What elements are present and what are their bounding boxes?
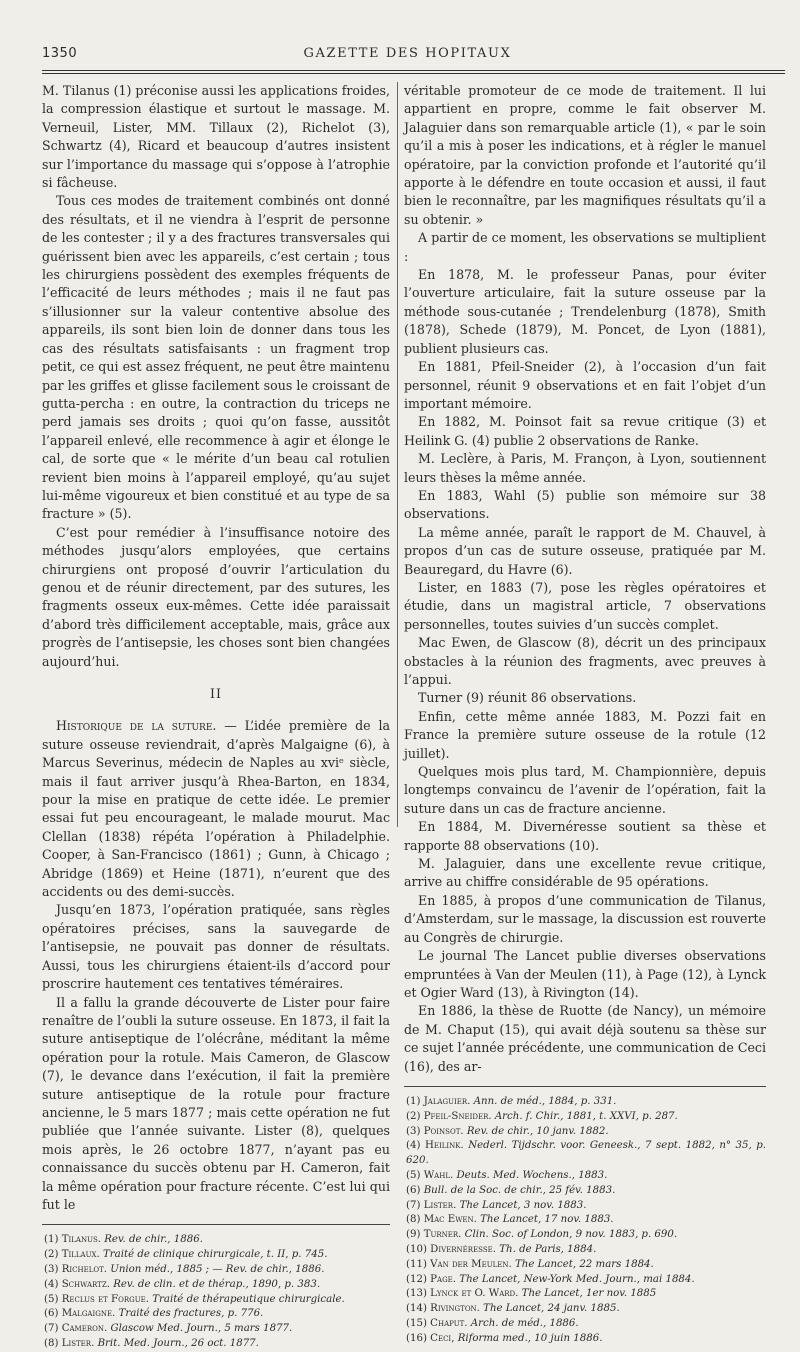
footnote: (12) Page. The Lancet, New-York Med. Journ., mai 1884. (406, 1273, 695, 1285)
footnote: (5) Wahl. Deuts. Med. Wochens., 1883. (406, 1169, 608, 1181)
paragraph: En 1886, la thèse de Ruotte (de Nancy), un mémoire de M. Chaput (15), qui avait déjà soutenu sa thèse sur ce sujet l’année précédente, une communication de Ceci (16), des ar- (404, 1003, 766, 1074)
paragraph: véritable promoteur de ce mode de traitement. Il lui appartient en propre, comme le fait observer M. Jalaguier dans son remarquable article (1), « par le soin qu’il a mis à poser les indications, et à régler le manuel opératoire, par la conviction profonde et l’autorité qu’il apporte à le défendre en toute occasion et aussi, il faut bien le reconnaître, par les magnifiques résultats qu’il a su obtenir. » (404, 83, 766, 227)
paragraph: Il a fallu la grande découverte de Lister pour faire renaître de l’oubli la suture osseuse. En 1873, il fait la suture antiseptique de l’olécrâne, méditant la même opération pour la rotule. Mais Cameron, de Glascow (7), le devance dans l’exécution, il fait la première suture antiseptique de la rotule pour fracture ancienne, le 5 mars 1877 ; mais cette opération ne fut publiée que l’année suivante. Lister (8), quelques mois après, le 26 octobre 1877, n’ayant pas eu connaissance du succès obtenu par H. Cameron, fait la même opération pour fracture récente. C’est lui qui fut le (42, 994, 390, 1212)
header-rule (42, 70, 785, 74)
paragraph: En 1882, M. Poinsot fait sa revue critique (3) et Heilink G. (4) publie 2 observations de Ranke. (404, 414, 766, 448)
paragraph: M. Leclère, à Paris, M. Françon, à Lyon, soutiennent leurs thèses la même année. (404, 451, 766, 485)
footnote: (8) Mac Ewen. The Lancet, 17 nov. 1883. (406, 1214, 614, 1226)
paragraph: La même année, paraît le rapport de M. Chauvel, à propos d’un cas de suture osseuse, pratiquée par M. Beauregard, du Havre (6). (404, 524, 766, 577)
section-heading: Historique de la suture. (56, 718, 217, 734)
footnote: (3) Poinsot. Rev. de chir., 10 janv. 1882. (406, 1125, 609, 1137)
footnotes-left (42, 1233, 390, 1351)
paragraph: En 1881, Pfeil-Sneider (2), à l’occasion d’un fait personnel, réunit 9 observations et en fait l’objet d’un important mémoire. (404, 359, 766, 411)
footnote: (7) Lister. The Lancet, 3 nov. 1883. (406, 1199, 587, 1211)
paragraph: En 1878, M. le professeur Panas, pour éviter l’ouverture articulaire, fait la suture osseuse par la méthode sous-cutanée ; Trendelenburg (1878), Smith (1878), Schede (1879), M. Poncet, de Lyon (1881), publient plusieurs cas. (404, 267, 766, 356)
paragraph: Tous ces modes de traitement combinés ont donné des résultats, et il ne viendra à l’esprit de personne de les contester ; il y a des fractures transversales qui guérissent bien avec les appareils, c’est certain ; tous les chirurgiens possèdent des exemples fréquents de l’efficacité de leurs méthodes ; mais il ne faut pas s’illusionner sur la valeur contentive absolue des appareils, ils sont bien loin de donner dans tous les cas des résultats satisfaisants : un fragment trop petit, ce qui est assez fréquent, ne peut être maintenu par les griffes et glisse facilement sous le croissant de gutta-percha : en outre, la contraction du triceps ne perd jamais ses droits ; quoi qu’on fasse, aussitôt l’appareil enlevé, elle recommence à agir et élonge le cal, de sorte que « le mérite d’un beau cal rotulien revient bien moins à l’appareil employé, qu’au sujet lui-même vigoureux et bien constitué et au type de sa fracture » (5). (42, 193, 390, 522)
footnote: (6) Malgaigne. Traité des fractures, p. 776. (44, 1308, 264, 1320)
page-header (30, 40, 785, 64)
paragraph: C’est pour remédier à l’insuffisance notoire des méthodes jusqu’alors employées, que certains chirurgiens ont proposé d’ouvrir l’articulation du genou et de réunir directement, par des sutures, les fragments osseux eux-mêmes. Cette idée paraissait d’abord très difficilement acceptable, mais, grâce aux progrès de l’antisepsie, les choses sont bien changées aujourd’hui. (42, 524, 390, 669)
paragraph: En 1883, Wahl (5) publie son mémoire sur 38 observations. (404, 487, 766, 522)
footnote: (14) Rivington. The Lancet, 24 janv. 1885. (406, 1303, 620, 1315)
footnote: (2) Tillaux. Traité de clinique chirurgicale, t. II, p. 745. (44, 1249, 328, 1261)
footnote: (16) Ceci, Riforma med., 10 juin 1886. (406, 1332, 603, 1344)
footnote: (11) Van der Meulen. The Lancet, 22 mars 1884. (406, 1258, 654, 1270)
footnote: (5) Reclus et Forgue. Traité de thérapeutique chirurgicale. (44, 1293, 345, 1305)
footnote: (3) Richelot. Union méd., 1885 ; — Rev. de chir., 1886. (44, 1263, 325, 1275)
footnote: (10) Divernéresse. Th. de Paris, 1884. (406, 1243, 597, 1255)
paragraph: Jusqu’en 1873, l’opération pratiquée, sans règles opératoires précises, sans la sauvegarde de l’antisepsie, ne pouvait pas donner de résultats. Aussi, tous les chirurgiens étaient-ils d’accord pour proscrire hautement ces tentatives téméraires. (42, 902, 390, 992)
paragraph: Quelques mois plus tard, M. Championnière, depuis longtemps convaincu de l’avenir de l’opération, fait la suture dans un cas de fracture ancienne. (404, 764, 766, 816)
paragraph: Enfin, cette même année 1883, M. Pozzi fait en France la première suture osseuse de la rotule (12 juillet). (404, 708, 766, 761)
footnote: (13) Lynck et O. Ward. The Lancet, 1er nov. 1885 (406, 1288, 657, 1300)
page-number: 1350 (42, 46, 78, 61)
footnote: (2) Pfeil-Sneider. Arch. f. Chir., 1881, t. XXVI, p. 287. (406, 1110, 678, 1122)
footnote: (1) Jalaguier. Ann. de méd., 1884, p. 331. (406, 1095, 617, 1107)
historique-paragraph (42, 717, 390, 901)
footnote: (6) Bull. de la Soc. de chir., 25 fév. 1883. (406, 1184, 616, 1196)
newspaper-page (30, 40, 785, 1349)
paragraph: M. Jalaguier, dans une excellente revue critique, arrive au chiffre considérable de 95 opérations. (404, 856, 766, 890)
footnote: (1) Tilanus. Rev. de chir., 1886. (44, 1234, 203, 1246)
footnote: (4) Heilink. Nederl. Tijdschr. voor. Geneesk., 7 sept. 1882, n° 35, p. 620. (406, 1140, 766, 1167)
paragraph: En 1885, à propos d’une communication de Tilanus, d’Amsterdam, sur le massage, la discussion est rouverte au Congrès de chirurgie. (404, 892, 766, 945)
running-title: GAZETTE DES HOPITAUX (303, 46, 512, 61)
footnote-rule (42, 1224, 390, 1225)
paragraph: Lister, en 1883 (7), pose les règles opératoires et étudie, dans un magistral article, 7 observations personnelles, toutes suivies d’un succès complet. (404, 579, 766, 632)
footnote: (4) Schwartz. Rev. de clin. et de thérap., 1890, p. 383. (44, 1278, 321, 1290)
footnotes-right (404, 1095, 766, 1347)
footnote-rule (404, 1086, 766, 1087)
right-column (404, 82, 766, 1346)
footnote: (9) Turner. Clin. Soc. of London, 9 nov. 1883, p. 690. (406, 1229, 678, 1241)
paragraph: A partir de ce moment, les observations se multiplient : (404, 230, 766, 264)
left-column (42, 82, 390, 1352)
paragraph: En 1884, M. Divernéresse soutient sa thèse et rapporte 88 observations (10). (404, 819, 766, 853)
footnote: (7) Cameron. Glascow Med. Journ., 5 mars 1877. (44, 1323, 293, 1335)
paragraph: Mac Ewen, de Glascow (8), décrit un des principaux obstacles à la réunion des fragments, avec preuves à l’appui. (404, 635, 766, 687)
footnote: (15) Chaput. Arch. de méd., 1886. (406, 1317, 579, 1329)
paragraph: Le journal The Lancet publie diverses observations empruntées à Van der Meulen (11), à Page (12), à Lynck et Ogier Ward (13), à Rivington (14). (404, 948, 766, 1000)
column-divider (397, 82, 398, 827)
footnote: (8) Lister. Brit. Med. Journ., 26 oct. 1877. (44, 1337, 259, 1349)
paragraph: M. Tilanus (1) préconise aussi les applications froides, la compression élastique et surtout le massage. M. Verneuil, Lister, MM. Tillaux (2), Richelot (3), Schwartz (4), Ricard et beaucoup d’autres insistent sur l’importance du massage qui s’oppose à l’atrophie si fâcheuse. (42, 83, 390, 191)
paragraph: Turner (9) réunit 86 observations. (418, 690, 637, 706)
section-numeral: II (210, 686, 222, 701)
historique-text: — L’idée première de la suture osseuse reviendrait, d’après Malgaigne (6), à Marcus Severinus, médecin de Naples au xviᵉ siècle, mais il faut arriver jusqu’à Rhea-Barton, en 1834, pour la mise en pratique de cette idée. Le premier essai fut peu encourageant, le malade mourut. Mac Clellan (1838) répéta l’opération à Philadelphie. Cooper, à San-Francisco (1861) ; Gunn, à Chicago ; Abridge (1869) et Heine (1871), n’eurent que des accidents ou des demi-succès. (42, 718, 390, 900)
